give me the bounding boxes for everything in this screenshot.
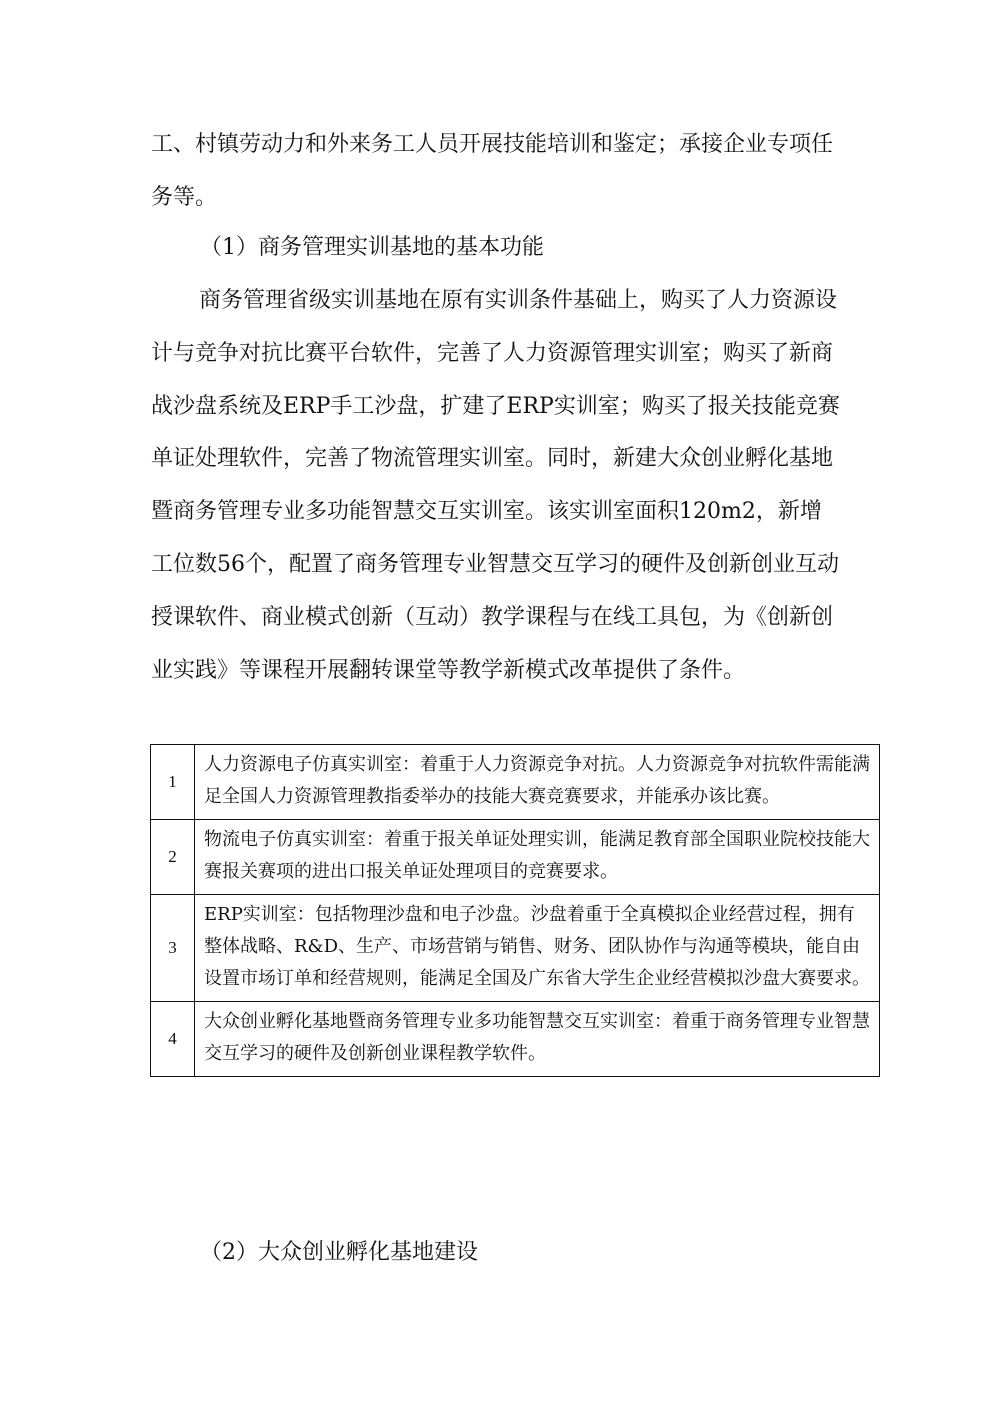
row-number: 1 — [151, 745, 195, 820]
row-description: 人力资源电子仿真实训室：着重于人力资源竞争对抗。人力资源竞争对抗软件需能满足全国人力资源管理教指委举办的技能大赛竞赛要求，并能承办该比赛。 — [195, 745, 880, 820]
table-row — [151, 895, 880, 1002]
table-row — [151, 1002, 880, 1077]
body-paragraph-continued: 工、村镇劳动力和外来务工人员开展技能培训和鉴定；承接企业专项任务等。 — [151, 132, 834, 210]
row-description: 大众创业孵化基地暨商务管理专业多功能智慧交互实训室：着重于商务管理专业智慧交互学习的硬件及创新创业课程教学软件。 — [195, 1002, 880, 1077]
row-description: ERP实训室：包括物理沙盘和电子沙盘。沙盘着重于全真模拟企业经营过程，拥有整体战略、R&D、生产、市场营销与销售、财务、团队协作与沟通等模块，能自由设置市场订单和经营规则，能满足全国及广东省大学生企业经营模拟沙盘大赛要求。 — [195, 895, 880, 1002]
body-paragraph-basic-functions: 商务管理省级实训基地在原有实训条件基础上，购买了人力资源设计与竞争对抗比赛平台软件，完善了人力资源管理实训室；购买了新商战沙盘系统及ERP手工沙盘，扩建了ERP实训室；购买了报关技能竞赛单证处理软件，完善了物流管理实训室。同时，新建大众创业孵化基地暨商务管理专业多功能智慧交互实训室。该实训室面积120m2，新增工位数56个，配置了商务管理专业智慧交互学习的硬件及创新创业互动授课软件、商业模式创新（互动）教学课程与在线工具包，为《创新创业实践》等课程开展翻转课堂等教学新模式改革提供了条件。 — [151, 288, 840, 683]
row-number: 2 — [151, 820, 195, 895]
table-row — [151, 745, 880, 820]
training-rooms-table — [150, 744, 880, 1077]
row-number: 3 — [151, 895, 195, 1002]
row-number: 4 — [151, 1002, 195, 1077]
row-description: 物流电子仿真实训室：着重于报关单证处理实训，能满足教育部全国职业院校技能大赛报关赛项的进出口报关单证处理项目的竞赛要求。 — [195, 820, 880, 895]
section-heading-1: （1）商务管理实训基地的基本功能 — [200, 235, 544, 260]
section-heading-2: （2）大众创业孵化基地建设 — [200, 1240, 478, 1265]
table-row — [151, 820, 880, 895]
